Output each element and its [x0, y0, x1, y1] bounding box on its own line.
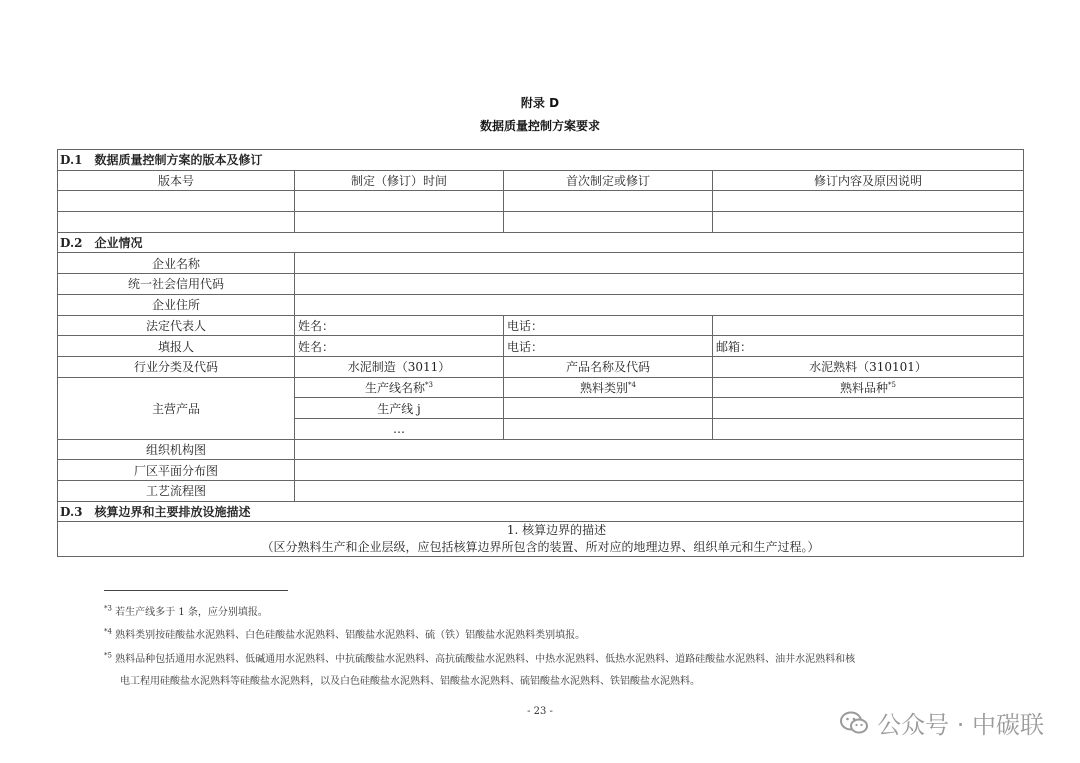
- cell-empty[interactable]: [504, 398, 713, 419]
- quality-control-table: [57, 149, 1024, 557]
- company-name-label: 企业名称: [58, 253, 295, 274]
- wechat-icon: [839, 710, 869, 736]
- process-flow-row: [58, 481, 1024, 502]
- page-title: 数据质量控制方案要求: [479, 119, 600, 133]
- col-header-version: 版本号: [58, 170, 295, 191]
- footnote-4: $^{*4}$ 熟料类别按硅酸盐水泥熟料、白色硅酸盐水泥熟料、铝酸盐水泥熟料、硫（铁）铝酸盐水泥熟料类别填报。: [104, 627, 586, 641]
- cell-empty[interactable]: [295, 191, 504, 212]
- filler-phone-field[interactable]: 电话：: [504, 336, 713, 357]
- process-flow-label: 工艺流程图: [58, 481, 295, 502]
- legal-rep-row: [58, 315, 1024, 336]
- cell-empty[interactable]: [713, 398, 1024, 419]
- version-header-row: [58, 170, 1024, 191]
- credit-code-field[interactable]: [295, 274, 1024, 295]
- legal-rep-phone-field[interactable]: 电话：: [504, 315, 713, 336]
- credit-code-label: 统一社会信用代码: [58, 274, 295, 295]
- cell-empty[interactable]: [504, 418, 713, 439]
- cell-empty[interactable]: [58, 212, 295, 233]
- credit-code-row: [58, 274, 1024, 295]
- cell-empty[interactable]: [504, 191, 713, 212]
- main-products-label: 主营产品: [58, 377, 295, 439]
- org-chart-row: [58, 439, 1024, 460]
- address-field[interactable]: [295, 294, 1024, 315]
- site-plan-label: 厂区平面分布图: [58, 460, 295, 481]
- industry-row: [58, 356, 1024, 377]
- site-plan-row: [58, 460, 1024, 481]
- boundary-description-row: [58, 522, 1024, 557]
- company-name-field[interactable]: [295, 253, 1024, 274]
- col-header-first-or-revision: 首次制定或修订: [504, 170, 713, 191]
- appendix-label: 附录 D: [520, 96, 560, 110]
- process-flow-field[interactable]: [295, 481, 1024, 502]
- boundary-item-title: 1. 核算边界的描述: [506, 523, 607, 538]
- section-d1-row: [58, 150, 1024, 171]
- section-d3-row: [58, 501, 1024, 522]
- section-d2-heading: D.2 企业情况: [58, 232, 1024, 253]
- watermark-text: 公众号 · 中碳联: [877, 711, 1044, 739]
- cell-empty[interactable]: [713, 212, 1024, 233]
- cell-empty[interactable]: [713, 191, 1024, 212]
- filler-label: 填报人: [58, 336, 295, 357]
- boundary-description-field[interactable]: [58, 522, 1024, 557]
- version-row-empty: [58, 212, 1024, 233]
- site-plan-field[interactable]: [295, 460, 1024, 481]
- version-row-empty: [58, 191, 1024, 212]
- footnote-5: $^{*5}$ 熟料品种包括通用水泥熟料、低碱通用水泥熟料、中抗硫酸盐水泥熟料、高抗硫酸盐水泥熟料、中热水泥熟料、低热水泥熟料、道路硅酸盐水泥熟料、油井水泥熟料和核 电工程用硅酸盐水泥熟料等硅酸盐水泥熟料，以及白色硅酸盐水泥熟料、铝酸盐水泥熟料、硫铝酸盐水泥熟料、铁铝酸盐水泥熟料。: [104, 651, 856, 687]
- product-label: 产品名称及代码: [504, 356, 713, 377]
- section-d3-heading: D.3 核算边界和主要排放设施描述: [58, 501, 1024, 522]
- footnote-divider: [104, 590, 288, 591]
- address-row: [58, 294, 1024, 315]
- address-label: 企业住所: [58, 294, 295, 315]
- filler-name-field[interactable]: 姓名：: [295, 336, 504, 357]
- col-header-date: 制定（修订）时间: [295, 170, 504, 191]
- company-name-row: [58, 253, 1024, 274]
- line-j-label: 生产线 j: [295, 398, 504, 419]
- boundary-item-note: （区分熟料生产和企业层级，应包括核算边界所包含的装置、所对应的地理边界、组织单元和生产过程。）: [261, 540, 820, 555]
- industry-label: 行业分类及代码: [58, 356, 295, 377]
- cell-empty[interactable]: [58, 191, 295, 212]
- watermark: [839, 705, 1044, 740]
- org-chart-label: 组织机构图: [58, 439, 295, 460]
- section-d1-heading: D.1 数据质量控制方案的版本及修订: [58, 150, 1024, 171]
- product-value: 水泥熟料（310101）: [713, 356, 1024, 377]
- cell-empty[interactable]: [504, 212, 713, 233]
- cell-empty[interactable]: [713, 418, 1024, 439]
- line-name-header: 生产线名称$^{*3}$: [295, 377, 504, 398]
- footnote-3: $^{*3}$ 若生产线多于 1 条，应分别填报。: [104, 604, 268, 618]
- clinker-variety-header: 熟料品种$^{*5}$: [713, 377, 1024, 398]
- org-chart-field[interactable]: [295, 439, 1024, 460]
- cell-empty: [713, 315, 1024, 336]
- filler-email-field[interactable]: 邮箱：: [713, 336, 1024, 357]
- legal-rep-name-field[interactable]: 姓名：: [295, 315, 504, 336]
- main-products-header-row: [58, 377, 1024, 398]
- col-header-revision-content: 修订内容及原因说明: [713, 170, 1024, 191]
- page-number: - 23 -: [527, 706, 553, 717]
- clinker-type-header: 熟料类别$^{*4}$: [504, 377, 713, 398]
- ellipsis: …: [295, 418, 504, 439]
- cell-empty[interactable]: [295, 212, 504, 233]
- legal-rep-label: 法定代表人: [58, 315, 295, 336]
- filler-row: [58, 336, 1024, 357]
- section-d2-row: [58, 232, 1024, 253]
- industry-value: 水泥制造（3011）: [295, 356, 504, 377]
